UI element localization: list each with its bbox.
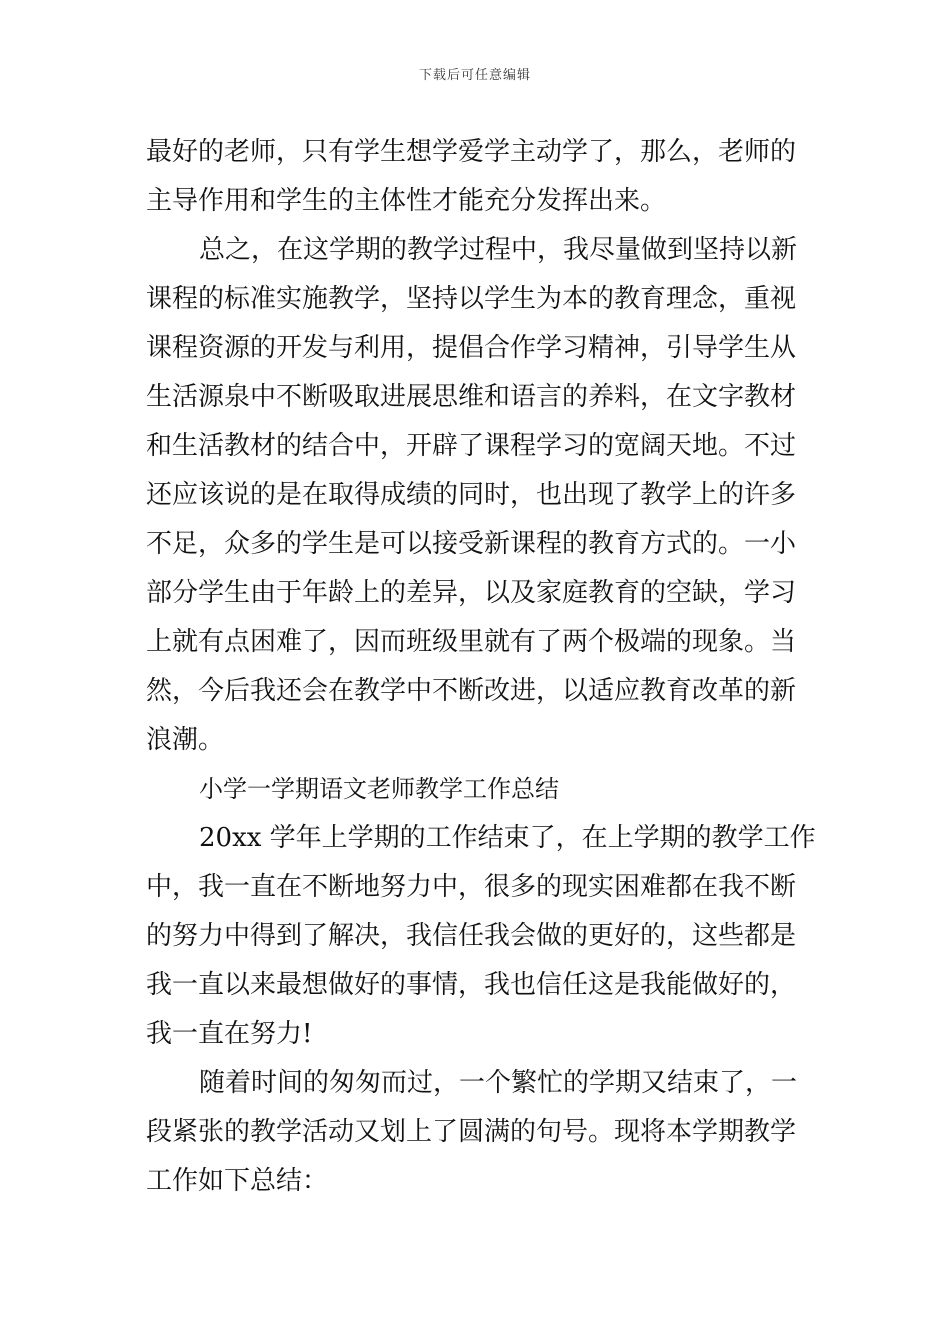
text-line: 课程资源的开发与利用，提倡合作学习精神，引导学生从: [146, 333, 797, 363]
section-title: 小学一学期语文老师教学工作总结: [199, 775, 559, 803]
text-line: 主导作用和学生的主体性才能充分发挥出来。: [146, 186, 667, 216]
paragraph-start-line: 总之，在这学期的教学过程中，我尽量做到坚持以新: [199, 235, 798, 265]
text-line: 我一直在努力!: [146, 1019, 313, 1049]
page-header: 下载后可任意编辑: [418, 68, 531, 83]
text-line: 上就有点困难了，因而班级里就有了两个极端的现象。当: [146, 627, 797, 657]
text-line: 然，今后我还会在教学中不断改进，以适应教育改革的新: [146, 676, 797, 706]
text-line: 和生活教材的结合中，开辟了课程学习的宽阔天地。不过: [146, 431, 797, 461]
text-line: 生活源泉中不断吸取进展思维和语言的养料，在文字教材: [146, 382, 797, 412]
text-line: 工作如下总结：: [146, 1166, 329, 1196]
document-body: [146, 128, 816, 1206]
text-line: 还应该说的是在取得成绩的同时，也出现了教学上的许多: [146, 480, 797, 510]
text-line: 的努力中得到了解决，我信任我会做的更好的，这些都是: [146, 921, 797, 951]
text-line: 中，我一直在不断地努力中，很多的现实困难都在我不断: [146, 872, 797, 902]
paragraph-start-line: 20xx 学年上学期的工作结束了，在上学期的教学工作: [199, 823, 816, 853]
text-line: 我一直以来最想做好的事情，我也信任这是我能做好的，: [146, 970, 797, 1000]
text-line: 最好的老师，只有学生想学爱学主动学了，那么，老师的: [146, 137, 797, 167]
text-line: 浪潮。: [146, 725, 225, 755]
text-line: 课程的标准实施教学，坚持以学生为本的教育理念，重视: [146, 284, 797, 314]
text-line: 不足，众多的学生是可以接受新课程的教育方式的。一小: [146, 529, 797, 559]
text-line: 段紧张的教学活动又划上了圆满的句号。现将本学期教学: [146, 1117, 797, 1147]
text-line: 部分学生由于年龄上的差异，以及家庭教育的空缺，学习: [146, 578, 797, 608]
paragraph-start-line: 随着时间的匆匆而过，一个繁忙的学期又结束了，一: [199, 1068, 798, 1098]
